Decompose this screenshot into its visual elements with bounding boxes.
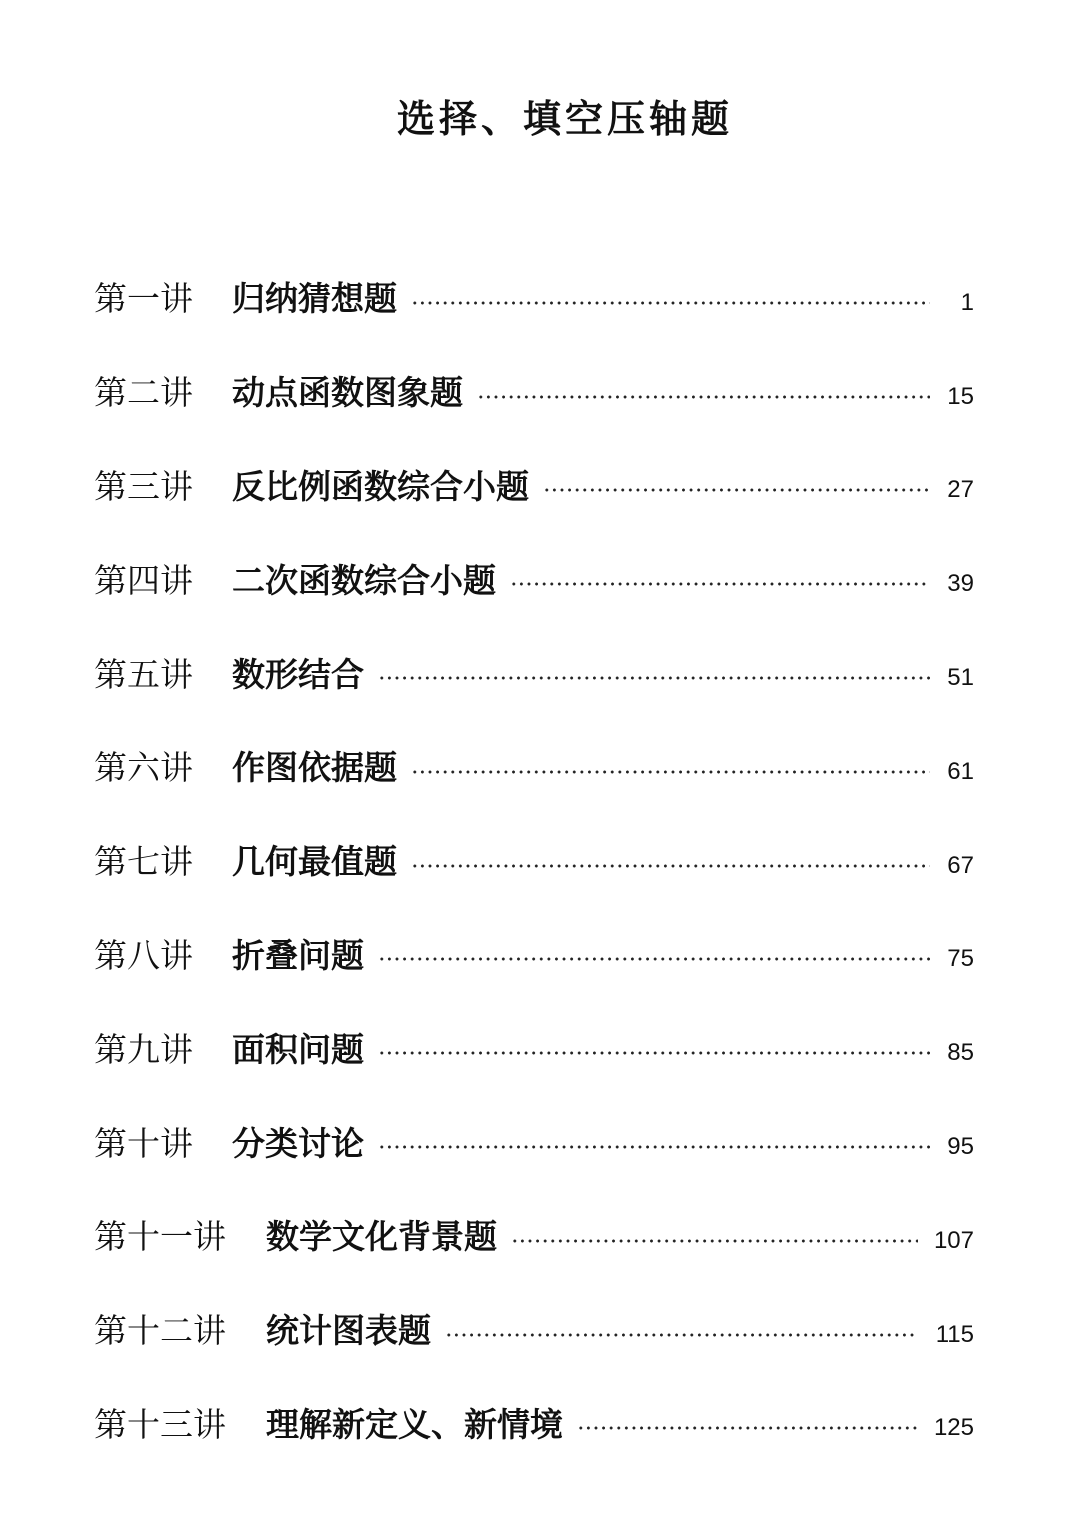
toc-entry[interactable]	[94, 438, 974, 532]
lecture-number: 第七讲	[94, 842, 193, 882]
entry-title: 作图依据题	[232, 748, 397, 788]
page-number: 75	[947, 945, 974, 973]
page-number: 1	[960, 288, 974, 316]
entry-title: 分类讨论	[232, 1123, 364, 1163]
page-number: 15	[947, 382, 974, 410]
page-number: 51	[947, 664, 974, 692]
entry-title: 反比例函数综合小题	[232, 466, 529, 506]
table-of-contents	[94, 250, 974, 1469]
entry-title: 归纳猜想题	[232, 279, 397, 319]
lecture-number: 第八讲	[94, 935, 193, 975]
dot-leader	[577, 1426, 918, 1430]
page-number: 107	[933, 1226, 974, 1254]
page-number: 67	[947, 851, 974, 879]
entry-title: 数形结合	[232, 654, 364, 694]
dot-leader	[477, 395, 930, 399]
lecture-number: 第六讲	[94, 748, 193, 788]
page-number: 125	[933, 1414, 974, 1442]
entry-title: 二次函数综合小题	[232, 560, 496, 600]
dot-leader	[445, 1333, 918, 1337]
page-number: 85	[947, 1039, 974, 1067]
lecture-number: 第四讲	[94, 560, 193, 600]
toc-entry[interactable]	[94, 907, 974, 1001]
toc-entry[interactable]	[94, 1094, 974, 1188]
page-title: 选择、填空压轴题	[396, 96, 733, 141]
page-number: 95	[947, 1133, 974, 1161]
toc-entry[interactable]	[94, 250, 974, 344]
page-number: 115	[935, 1320, 974, 1348]
lecture-number: 第一讲	[94, 279, 193, 319]
toc-entry[interactable]	[94, 1188, 974, 1282]
entry-title: 数学文化背景题	[266, 1217, 497, 1257]
page-number: 39	[947, 570, 974, 598]
lecture-number: 第三讲	[94, 466, 193, 506]
dot-leader	[543, 488, 930, 492]
dot-leader	[510, 582, 930, 586]
lecture-number: 第五讲	[94, 654, 193, 694]
lecture-number: 第二讲	[94, 373, 193, 413]
toc-entry[interactable]	[94, 1282, 974, 1376]
dot-leader	[378, 1051, 930, 1055]
entry-title: 面积问题	[232, 1029, 364, 1069]
dot-leader	[378, 957, 930, 961]
toc-entry[interactable]	[94, 531, 974, 625]
dot-leader	[378, 1145, 930, 1149]
dot-leader	[411, 770, 930, 774]
toc-entry[interactable]	[94, 1000, 974, 1094]
entry-title: 动点函数图象题	[232, 373, 463, 413]
toc-entry[interactable]	[94, 813, 974, 907]
toc-entry[interactable]	[94, 1376, 974, 1470]
page-number: 61	[947, 757, 974, 785]
entry-title: 折叠问题	[232, 935, 364, 975]
lecture-number: 第十一讲	[94, 1217, 226, 1257]
toc-entry[interactable]	[94, 719, 974, 813]
page-number: 27	[947, 476, 974, 504]
lecture-number: 第十讲	[94, 1123, 193, 1163]
toc-entry[interactable]	[94, 625, 974, 719]
dot-leader	[411, 864, 930, 868]
dot-leader	[511, 1239, 918, 1243]
entry-title: 统计图表题	[266, 1311, 431, 1351]
toc-entry[interactable]	[94, 344, 974, 438]
lecture-number: 第十三讲	[94, 1404, 226, 1444]
lecture-number: 第九讲	[94, 1029, 193, 1069]
entry-title: 几何最值题	[232, 842, 397, 882]
dot-leader	[378, 676, 930, 680]
entry-title: 理解新定义、新情境	[266, 1404, 563, 1444]
lecture-number: 第十二讲	[94, 1311, 226, 1351]
dot-leader	[411, 301, 930, 305]
